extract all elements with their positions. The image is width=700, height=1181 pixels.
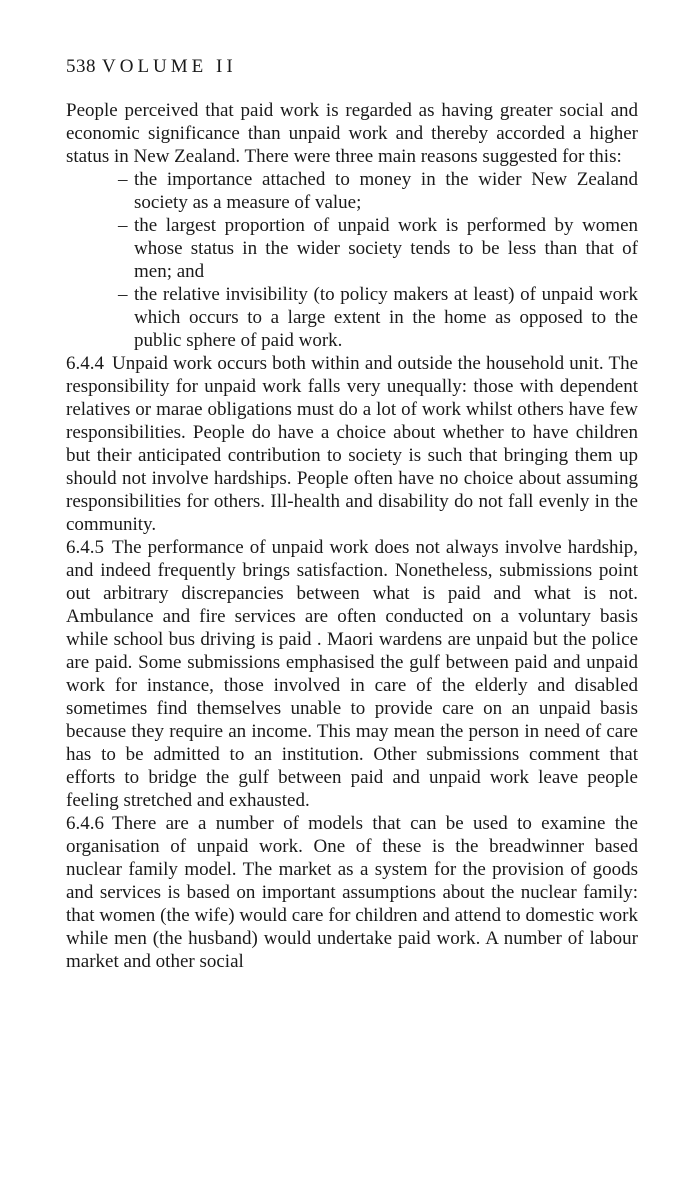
- running-head: [66, 55, 638, 78]
- intro-paragraph: People perceived that paid work is regarded as having greater social and economic significance than unpaid work and thereby accorded a higher status in New Zealand. There were three main reasons suggested for this:: [66, 100, 638, 167]
- list-item-text: the relative invisibility (to policy makers at least) of unpaid work which occurs to a large extent in the home as opposed to the public sphere of paid work.: [134, 284, 638, 351]
- list-item-text: the largest proportion of unpaid work is performed by women whose status in the wider society tends to be less than that of men; and: [134, 215, 638, 282]
- paragraph-number: 6.4.5: [66, 537, 104, 558]
- list-item: [118, 214, 638, 283]
- paragraph-6-4-5: [66, 536, 638, 812]
- list-item: [118, 283, 638, 352]
- list-item-text: the importance attached to money in the wider New Zealand society as a measure of value;: [134, 169, 638, 213]
- list-dash: –: [118, 169, 128, 190]
- list-item: [118, 168, 638, 214]
- list-dash: –: [118, 215, 128, 236]
- paragraph-text: Unpaid work occurs both within and outside the household unit. The responsibility for unpaid work falls very unequally: those with dependent relatives or marae obligations must do a lot of work whilst others have few responsibilities. People do have a choice about whether to have children but their anticipated contribution to society is such that bringing them up should not involve hardships. People often have no choice about assuming responsibilities for others. Ill-health and disability do not fall evenly in the community.: [66, 353, 638, 535]
- paragraph-6-4-4: [66, 352, 638, 536]
- list-dash: –: [118, 284, 128, 305]
- volume-label: VOLUME II: [102, 56, 237, 77]
- paragraph-number: 6.4.6: [66, 813, 104, 834]
- reasons-list: [66, 168, 638, 352]
- paragraph-text: The performance of unpaid work does not always involve hardship, and indeed frequently brings satisfaction. Nonetheless, submissions point out arbitrary discrepancies between what is paid and what is not. Ambulance and fire services are often conducted on a voluntary basis while school bus driving is paid . Maori wardens are unpaid but the police are paid. Some submissions emphasised the gulf between paid and unpaid work for instance, those involved in care of the elderly and disabled sometimes find themselves unable to provide care on an unpaid basis because they require an income. This may mean the person in need of care has to be admitted to an institution. Other submissions comment that efforts to bridge the gulf between paid and unpaid work leave people feeling stretched and exhausted.: [66, 537, 638, 811]
- paragraph-6-4-6: [66, 812, 638, 973]
- document-page: [66, 55, 638, 973]
- paragraph-text: There are a number of models that can be used to examine the organisation of unpaid work. One of these is the breadwinner based nuclear family model. The market as a system for the provision of goods and services is based on important assumptions about the nuclear family: that women (the wife) would care for children and attend to domestic work while men (the husband) would undertake paid work. A number of labour market and other social: [66, 813, 638, 972]
- paragraph-number: 6.4.4: [66, 353, 104, 374]
- page-number: 538: [66, 56, 96, 77]
